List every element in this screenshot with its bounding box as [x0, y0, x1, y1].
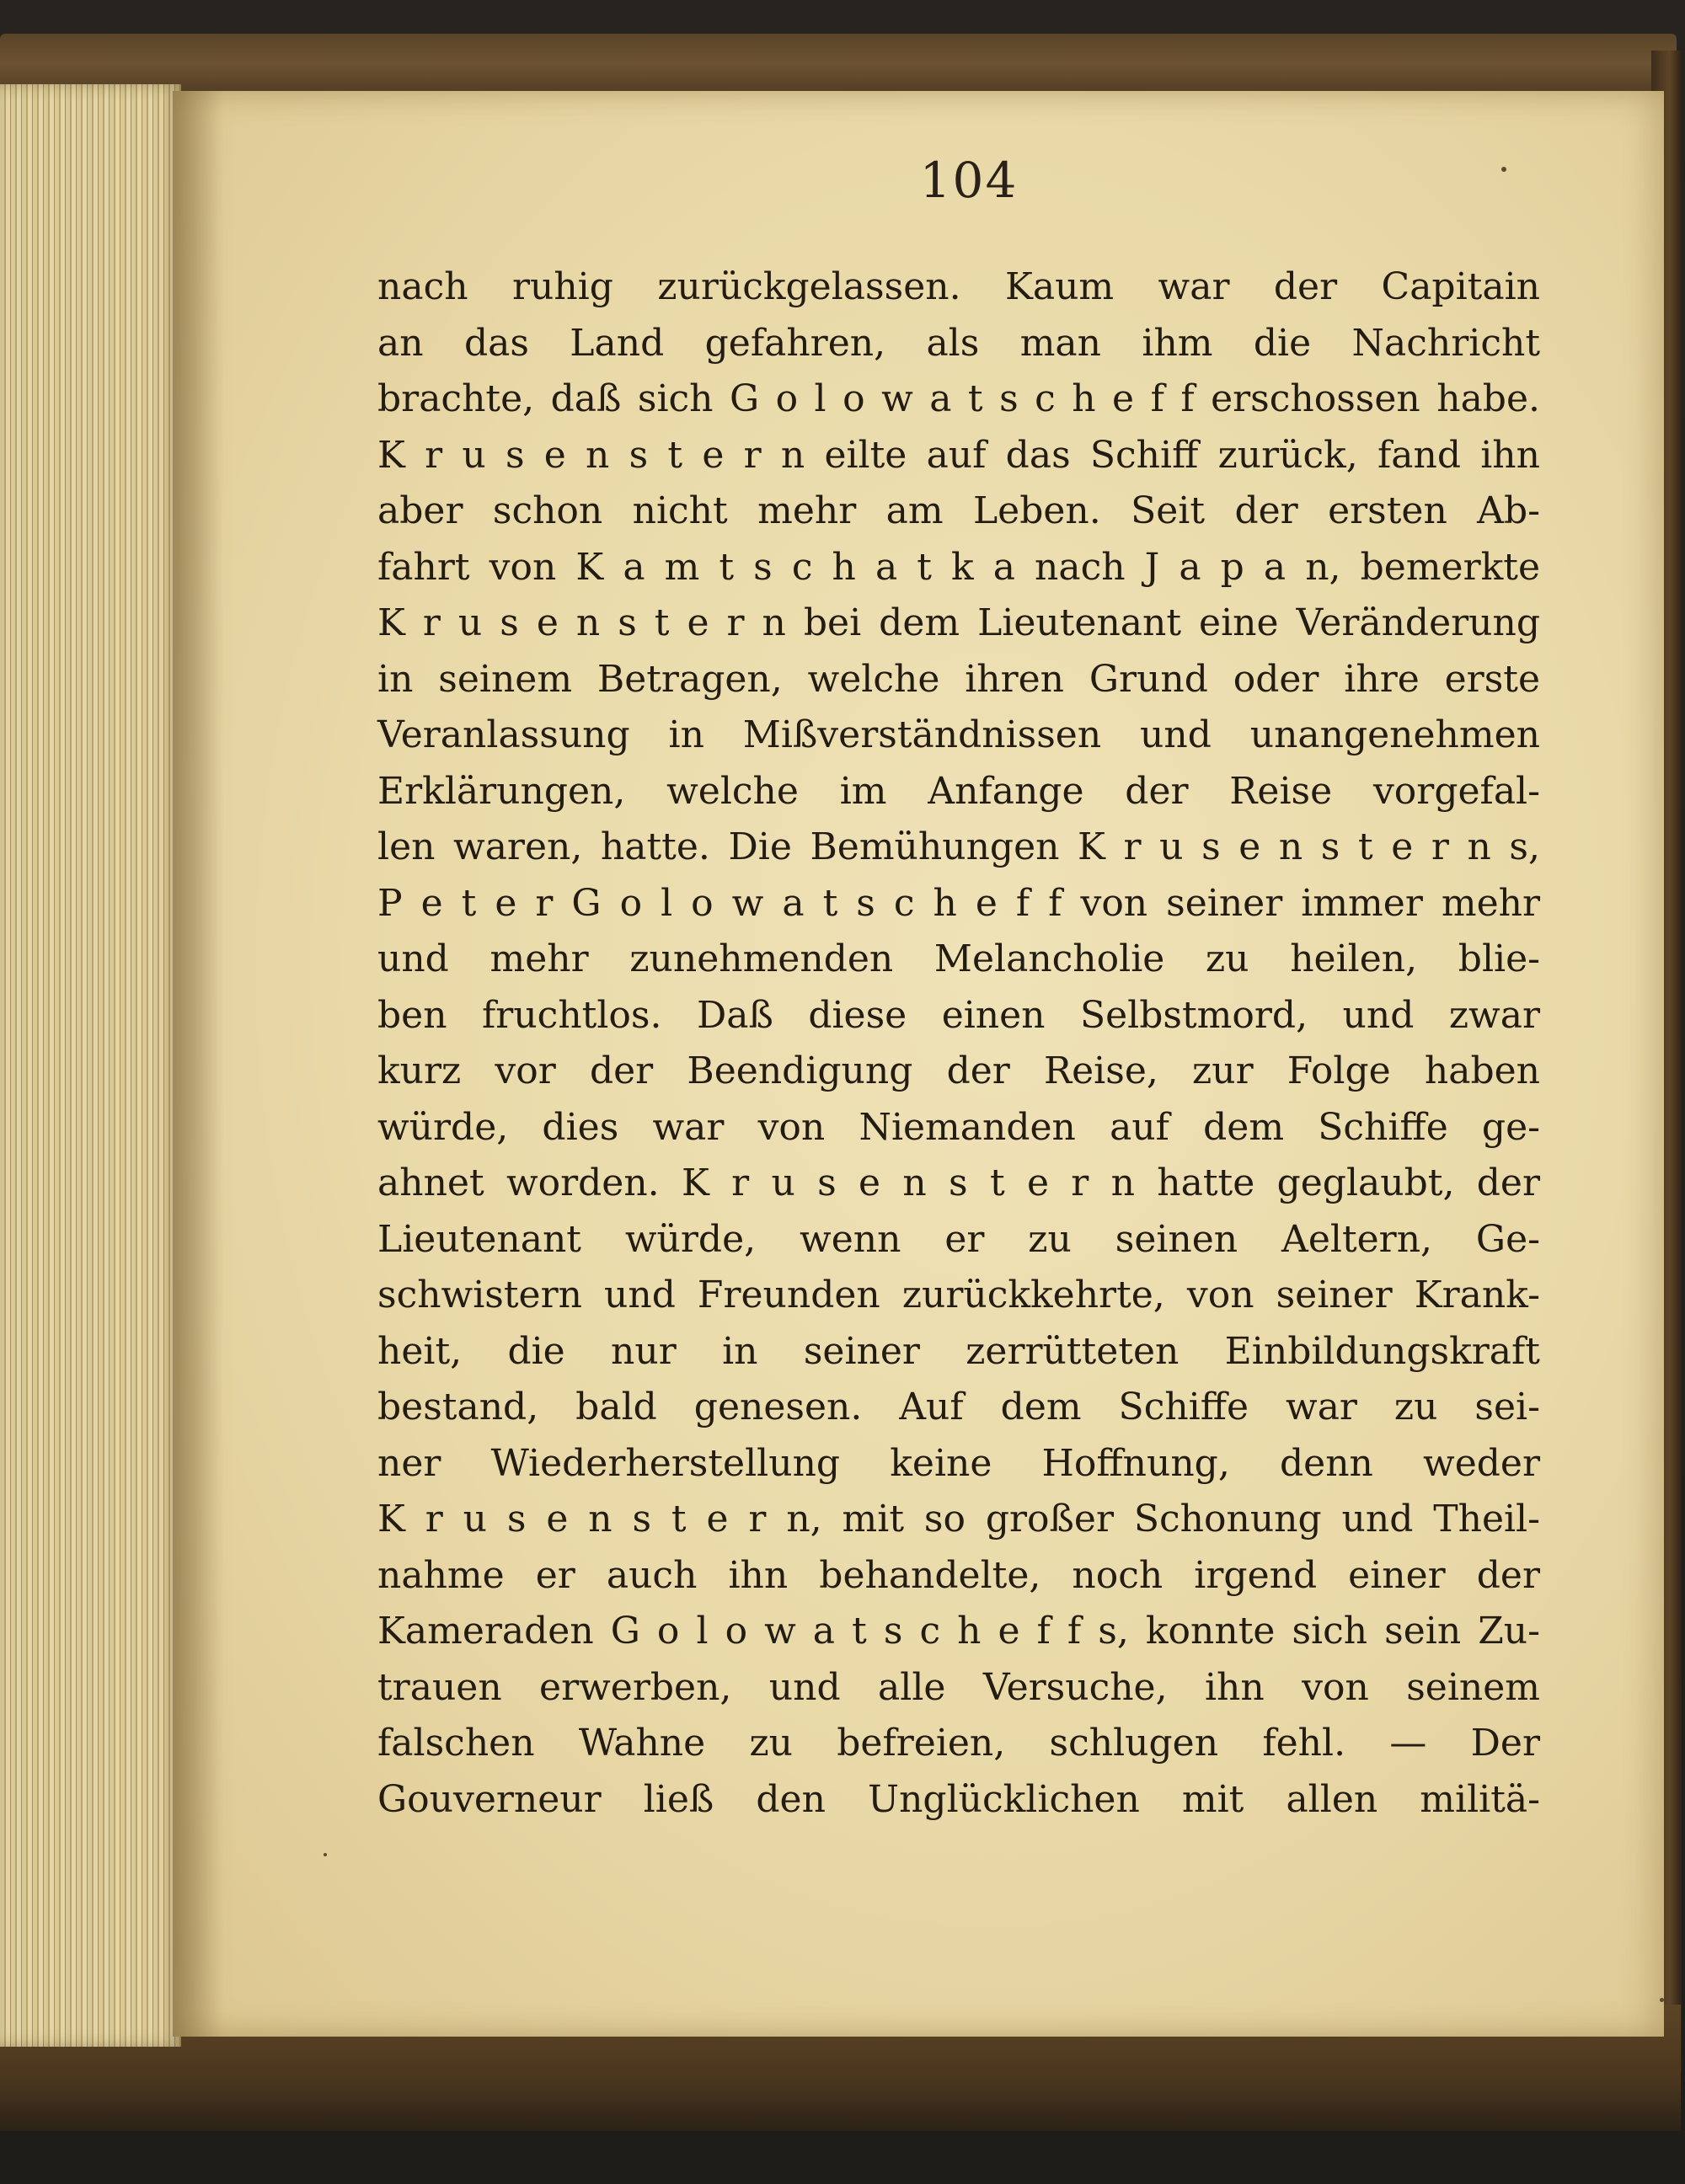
text-line: falschen Wahne zu befreien, schlugen fehl. — Der: [377, 1722, 1540, 1765]
text-line: würde, dies war von Niemanden auf dem Schiffe ge-: [377, 1105, 1540, 1149]
text-line: heit, die nur in seiner zerrütteten Einbildungskraft: [377, 1329, 1540, 1373]
text-line: Kameraden G o l o w a t s c h e f f s, konnte sich sein Zu-: [377, 1610, 1540, 1653]
text-line: brachte, daß sich G o l o w a t s c h e f f erschossen habe.: [377, 377, 1540, 420]
text-line: Lieutenant würde, wenn er zu seinen Aeltern, Ge-: [377, 1217, 1540, 1261]
text-line: len waren, hatte. Die Bemühungen K r u s e n s t e r n s,: [377, 825, 1540, 868]
text-line: ben fruchtlos. Daß diese einen Selbstmord, und zwar: [377, 993, 1540, 1037]
text-line: ner Wiederherstellung keine Hoffnung, denn weder: [377, 1441, 1540, 1485]
paper-speck: [1660, 1998, 1664, 2002]
text-line: aber schon nicht mehr am Leben. Seit der ersten Ab-: [377, 489, 1540, 532]
paper-speck: [1501, 167, 1506, 172]
text-line: in seinem Betragen, welche ihren Grund oder ihre erste: [377, 657, 1540, 701]
text-line: nahme er auch ihn behandelte, noch irgend einer der: [377, 1553, 1540, 1597]
text-line: K r u s e n s t e r n bei dem Lieutenant eine Veränderung: [377, 601, 1540, 644]
page-edges: [0, 84, 181, 2047]
text-line: fahrt von K a m t s c h a t k a nach J a p a n, bemerkte: [377, 545, 1540, 589]
text-line: trauen erwerben, und alle Versuche, ihn von seinem: [377, 1665, 1540, 1709]
page-number: 104: [919, 152, 1019, 209]
paper-speck: [324, 1853, 327, 1856]
body-text: [377, 259, 1540, 1828]
text-line: Gouverneur ließ den Unglücklichen mit allen militä-: [377, 1777, 1540, 1821]
gutter-shadow: [173, 91, 223, 2037]
text-line: kurz vor der Beendigung der Reise, zur Folge haben: [377, 1049, 1540, 1092]
text-line: bestand, bald genesen. Auf dem Schiffe war zu sei-: [377, 1386, 1540, 1428]
text-line: K r u s e n s t e r n, mit so großer Schonung und Theil-: [377, 1498, 1540, 1541]
text-line: Erklärungen, welche im Anfange der Reise vorgefal-: [377, 769, 1540, 813]
text-line: P e t e r G o l o w a t s c h e f f von seiner immer mehr: [377, 881, 1540, 925]
text-line: Veranlassung in Mißverständnissen und unangenehmen: [377, 713, 1540, 756]
text-line: K r u s e n s t e r n eilte auf das Schiff zurück, fand ihn: [377, 433, 1540, 477]
text-line: und mehr zunehmenden Melancholie zu heilen, blie-: [377, 937, 1540, 980]
text-line: ahnet worden. K r u s e n s t e r n hatte geglaubt, der: [377, 1161, 1540, 1204]
text-line: schwistern und Freunden zurückkehrte, von seiner Krank-: [377, 1274, 1540, 1316]
text-line: nach ruhig zurückgelassen. Kaum war der Capitain: [377, 265, 1540, 308]
text-line: an das Land gefahren, als man ihm die Nachricht: [377, 321, 1540, 365]
